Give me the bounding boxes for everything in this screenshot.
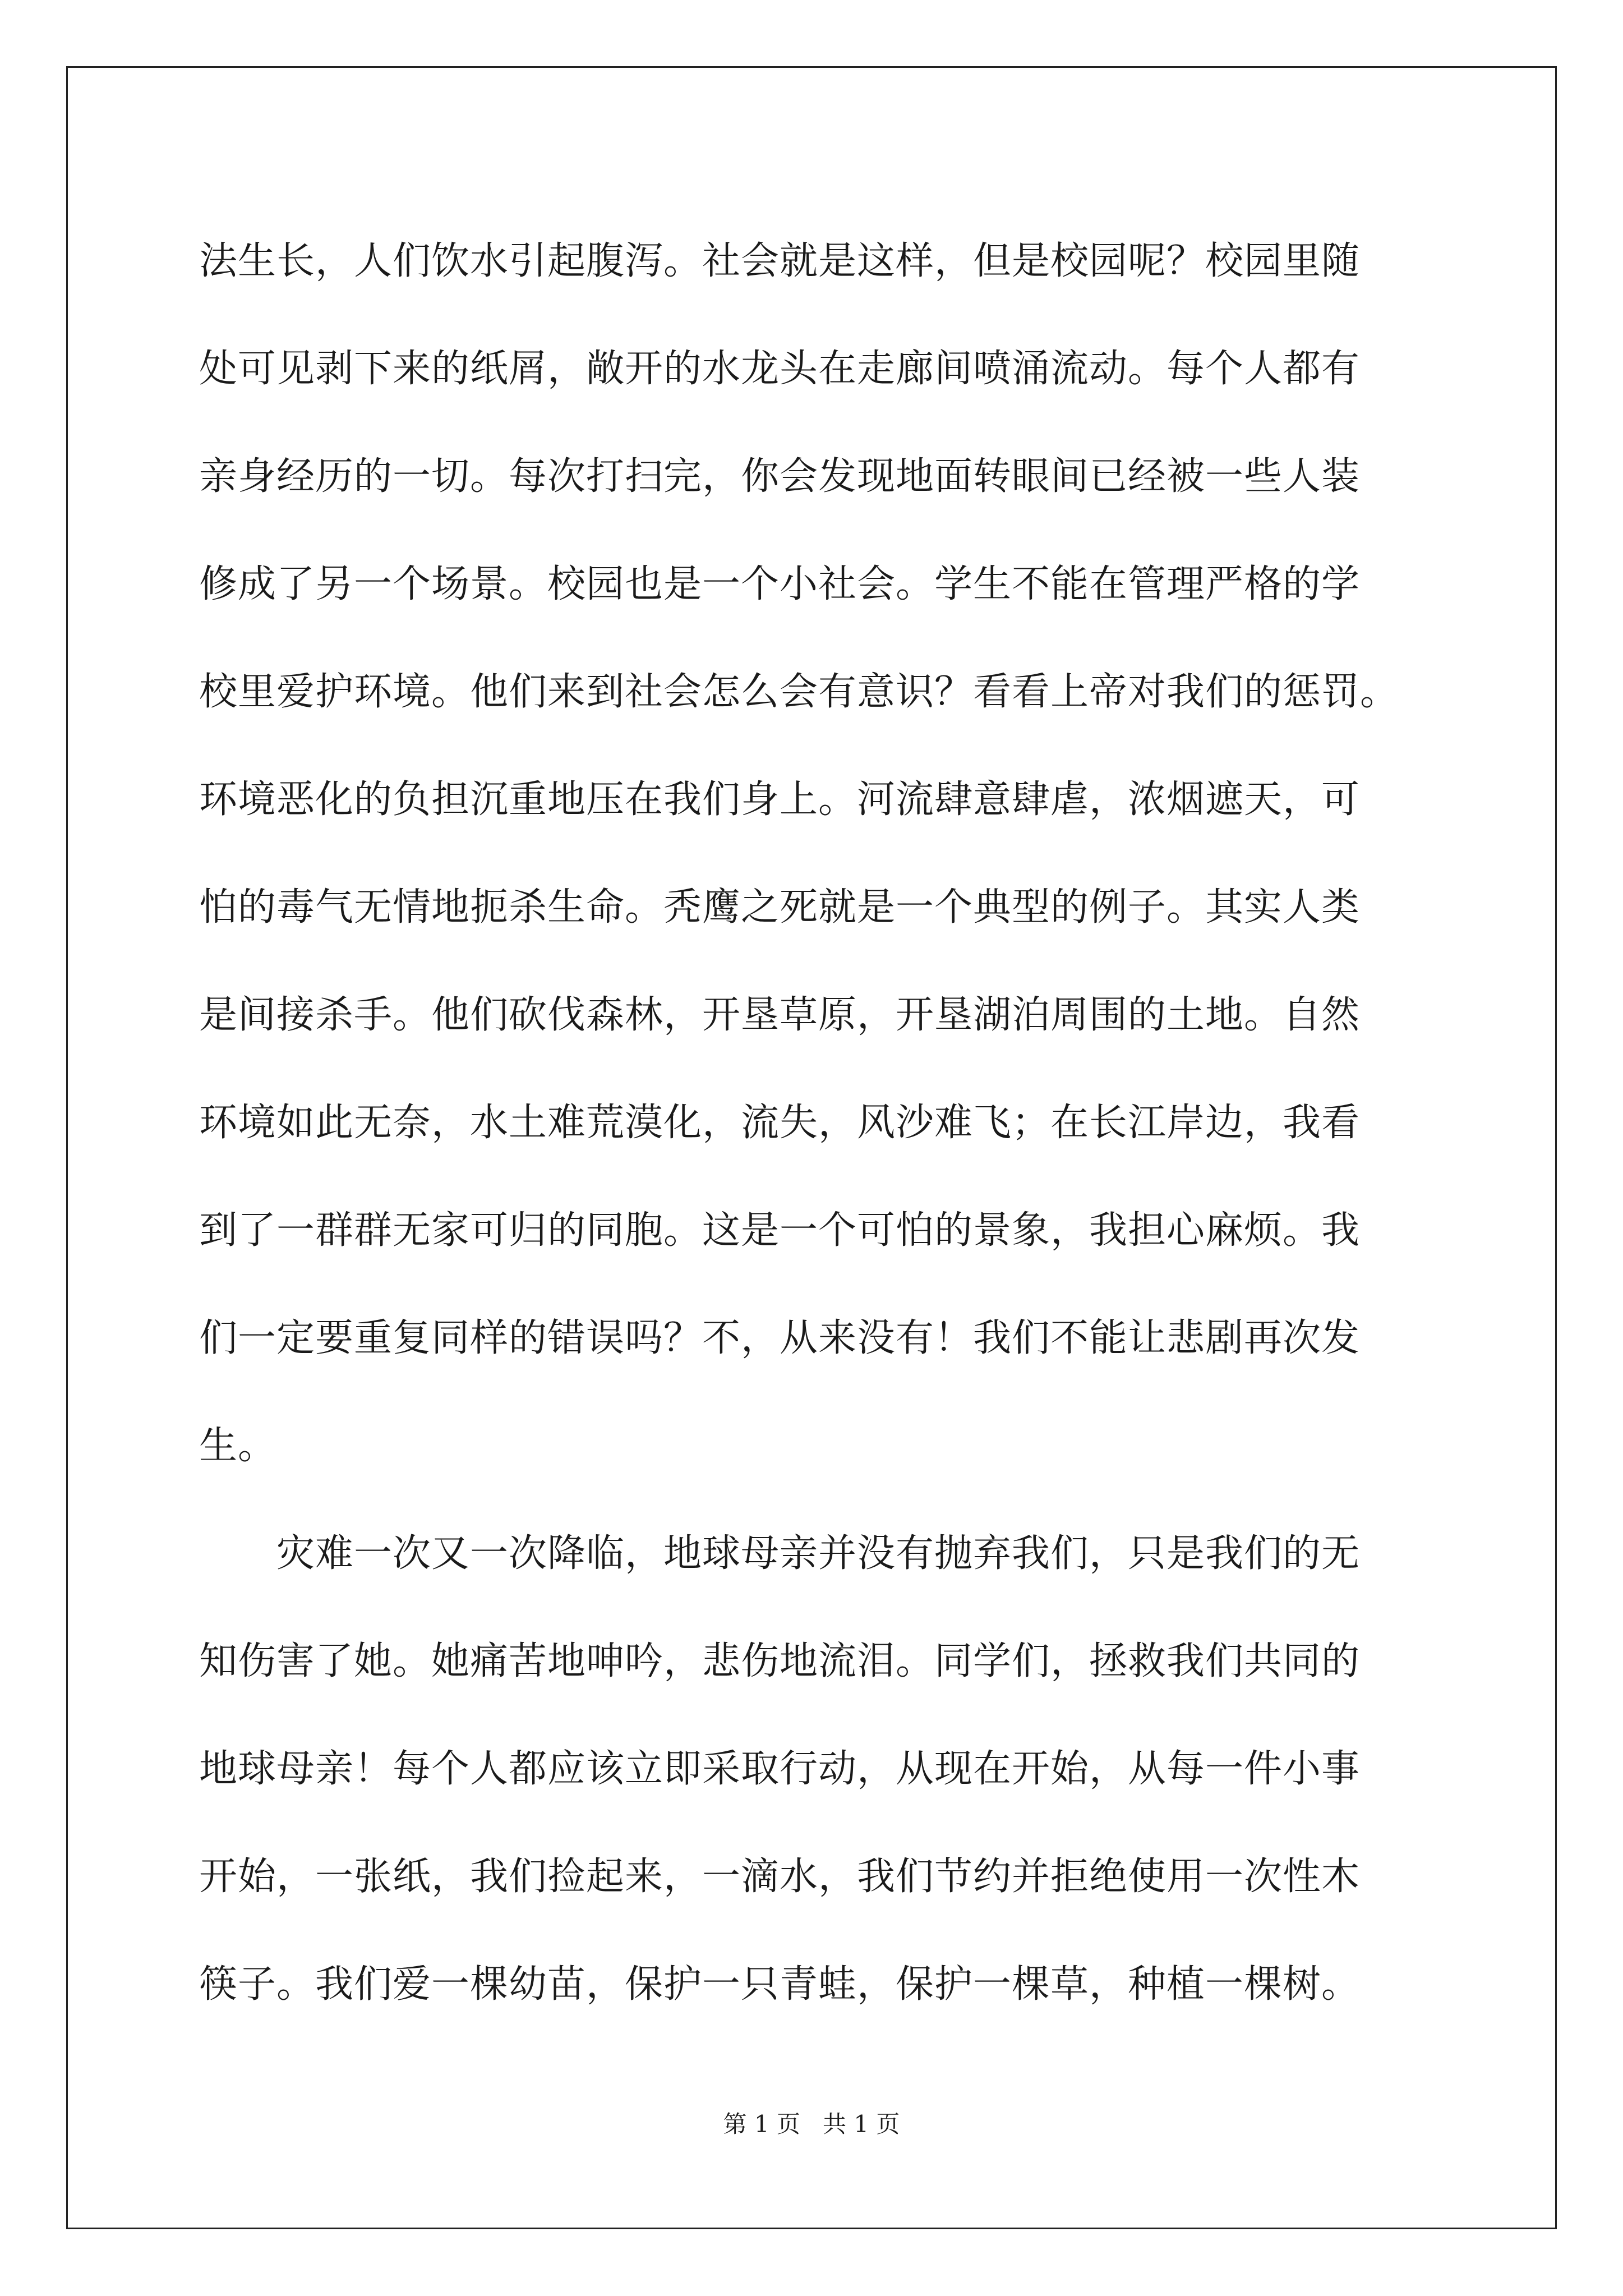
text-line: 灾难一次又一次降临，地球母亲并没有抛弃我们，只是我们的无 — [276, 1531, 1361, 1576]
text-line: 生。 — [199, 1424, 277, 1468]
text-line: 怕的毒气无情地扼杀生命。秃鹰之死就是一个典型的例子。其实人类 — [199, 885, 1361, 930]
text-line: 环境恶化的负担沉重地压在我们身上。河流肆意肆虐，浓烟遮天，可 — [199, 777, 1361, 822]
text-line: 亲身经历的一切。每次打扫完，你会发现地面转眼间已经被一些人装 — [199, 454, 1361, 499]
text-line: 开始，一张纸，我们捡起来，一滴水，我们节约并拒绝使用一次性木 — [199, 1855, 1361, 1899]
paragraph-1 — [199, 208, 1427, 1500]
page-footer — [0, 2110, 1623, 2138]
page-number: 第 1 页 — [723, 2110, 800, 2138]
text-line: 修成了另一个场景。校园也是一个小社会。学生不能在管理严格的学 — [199, 562, 1361, 606]
text-line: 到了一群群无家可归的同胞。这是一个可怕的景象，我担心麻烦。我 — [199, 1208, 1361, 1253]
body-text — [199, 208, 1427, 2039]
text-line: 是间接杀手。他们砍伐森林，开垦草原，开垦湖泊周围的土地。自然 — [199, 993, 1361, 1037]
text-line: 处可见剥下来的纸屑，敞开的水龙头在走廊间喷涌流动。每个人都有 — [199, 347, 1361, 391]
text-line: 校里爱护环境。他们来到社会怎么会有意识？看看上帝对我们的惩罚。 — [199, 670, 1399, 714]
text-line: 知伤害了她。她痛苦地呻吟，悲伤地流泪。同学们，拯救我们共同的 — [199, 1639, 1361, 1683]
text-line: 环境如此无奈，水土难荒漠化，流失，风沙难飞；在长江岸边，我看 — [199, 1101, 1361, 1145]
text-line: 们一定要重复同样的错误吗？不，从来没有！我们不能让悲剧再次发 — [199, 1316, 1361, 1360]
text-line: 筷子。我们爱一棵幼苗，保护一只青蛙，保护一棵草，种植一棵树。 — [199, 1962, 1361, 2007]
text-line: 法生长，人们饮水引起腹泻。社会就是这样，但是校园呢？校园里随 — [199, 239, 1361, 283]
page-total: 共 1 页 — [823, 2110, 900, 2138]
text-line: 地球母亲！每个人都应该立即采取行动，从现在开始，从每一件小事 — [199, 1747, 1361, 1791]
paragraph-2 — [199, 1500, 1427, 2039]
